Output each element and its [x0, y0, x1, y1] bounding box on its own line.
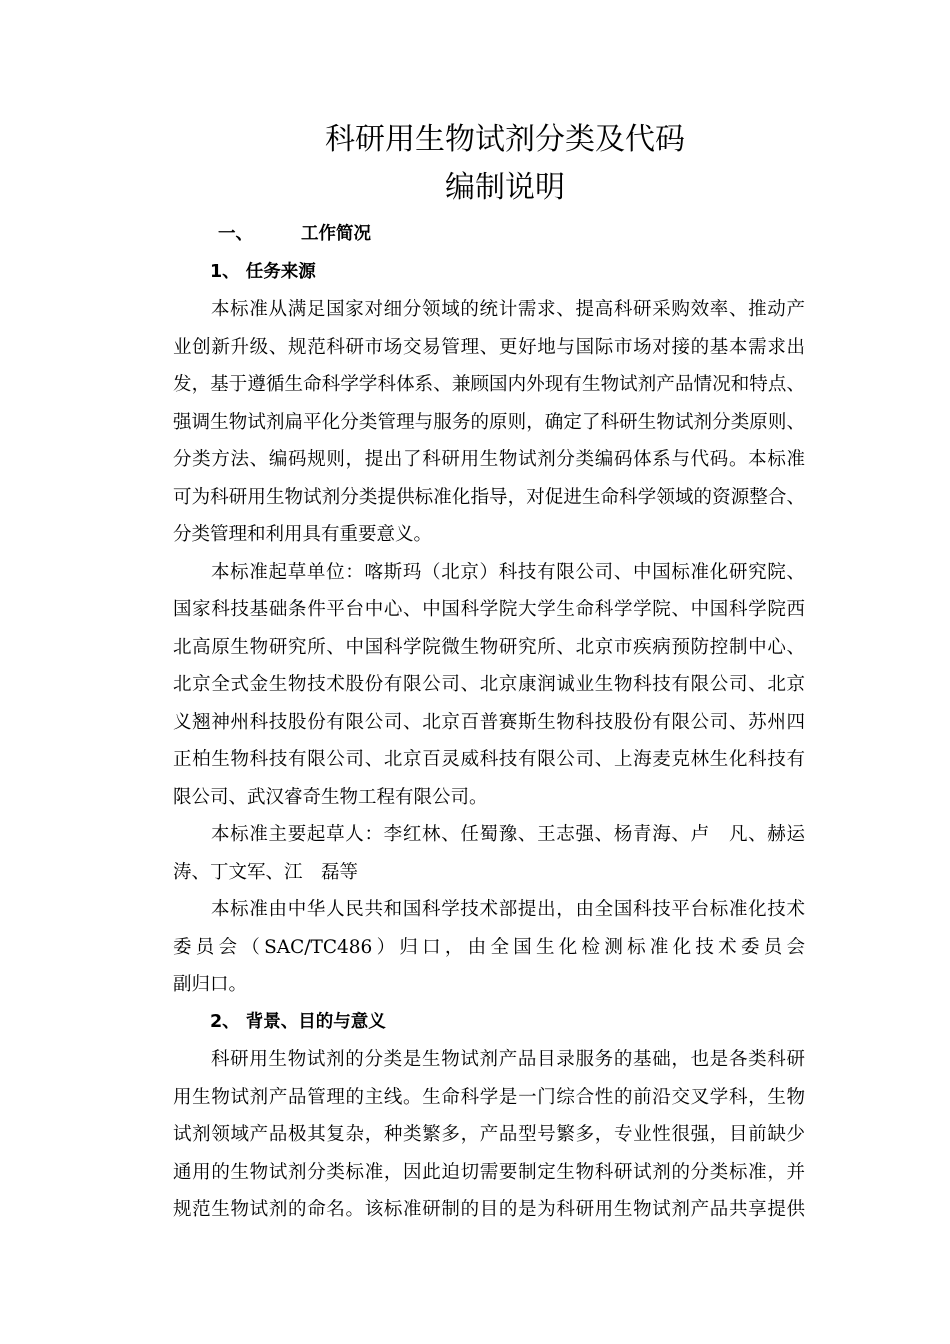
section-heading-1	[173, 216, 805, 254]
paragraph-line: 试剂领域产品极其复杂，种类繁多，产品型号繁多，专业性很强，目前缺少	[173, 1124, 805, 1145]
section-label: 工作简况	[301, 224, 371, 244]
paragraph-line: 义翘神州科技股份有限公司、北京百普赛斯生物科技股份有限公司、苏州四	[173, 711, 805, 733]
section-number: 一、	[218, 224, 253, 244]
paragraph-line: 本标准由中华人民共和国科学技术部提出，由全国科技平台标准化技术	[211, 899, 805, 920]
document-body	[173, 216, 805, 1229]
paragraph-line: 可为科研用生物试剂分类提供标准化指导，对促进生命科学领域的资源整合、	[173, 486, 805, 508]
subsection-heading-task-source: 1、 任务来源	[210, 261, 316, 282]
paragraph-line: 规范生物试剂的命名。该标准研制的目的是为科研用生物试剂产品共享提供	[173, 1199, 805, 1220]
paragraph-line: 涛、丁文军、江 磊等	[173, 861, 359, 883]
document-title: 科研用生物试剂分类及代码	[325, 122, 685, 157]
document-subtitle: 编制说明	[445, 170, 565, 205]
paragraph-line: 通用的生物试剂分类标准，因此迫切需要制定生物科研试剂的分类标准，并	[173, 1161, 805, 1183]
paragraph-line: 限公司、武汉睿奇生物工程有限公司。	[173, 786, 488, 808]
paragraph-line: 本标准从满足国家对细分领域的统计需求、提高科研采购效率、推动产	[211, 299, 805, 320]
paragraph-line: 分类方法、编码规则，提出了科研用生物试剂分类编码体系与代码。本标准	[173, 449, 805, 470]
paragraph-line: 分类管理和利用具有重要意义。	[173, 524, 433, 545]
paragraph-line: 强调生物试剂扁平化分类管理与服务的原则，确定了科研生物试剂分类原则、	[173, 411, 805, 433]
paragraph-line: 本标准起草单位：喀斯玛（北京）科技有限公司、中国标准化研究院、	[211, 561, 805, 583]
paragraph-line: 用生物试剂产品管理的主线。生命科学是一门综合性的前沿交叉学科，生物	[173, 1086, 805, 1108]
paragraph-line: 正柏生物科技有限公司、北京百灵威科技有限公司、上海麦克林生化科技有	[173, 749, 805, 770]
paragraph-line: 科研用生物试剂的分类是生物试剂产品目录服务的基础，也是各类科研	[211, 1049, 805, 1070]
paragraph-line: 本标准主要起草人：李红林、任蜀豫、王志强、杨青海、卢 凡、赫运	[211, 824, 805, 845]
subsection-heading-background: 2、 背景、目的与意义	[210, 1011, 386, 1032]
paragraph-line: 委员会（SAC/TC486）归口，由全国生化检测标准化技术委员会	[173, 936, 805, 958]
paragraph-line: 发，基于遵循生命科学学科体系、兼顾国内外现有生物试剂产品情况和特点、	[173, 374, 805, 395]
paragraph-line: 北高原生物研究所、中国科学院微生物研究所、北京市疾病预防控制中心、	[173, 636, 805, 658]
paragraph-line: 副归口。	[173, 974, 248, 995]
paragraph-line: 国家科技基础条件平台中心、中国科学院大学生命科学学院、中国科学院西	[173, 599, 805, 620]
paragraph-line: 业创新升级、规范科研市场交易管理、更好地与国际市场对接的基本需求出	[173, 336, 805, 358]
paragraph-line: 北京全式金生物技术股份有限公司、北京康润诚业生物科技有限公司、北京	[173, 674, 805, 695]
